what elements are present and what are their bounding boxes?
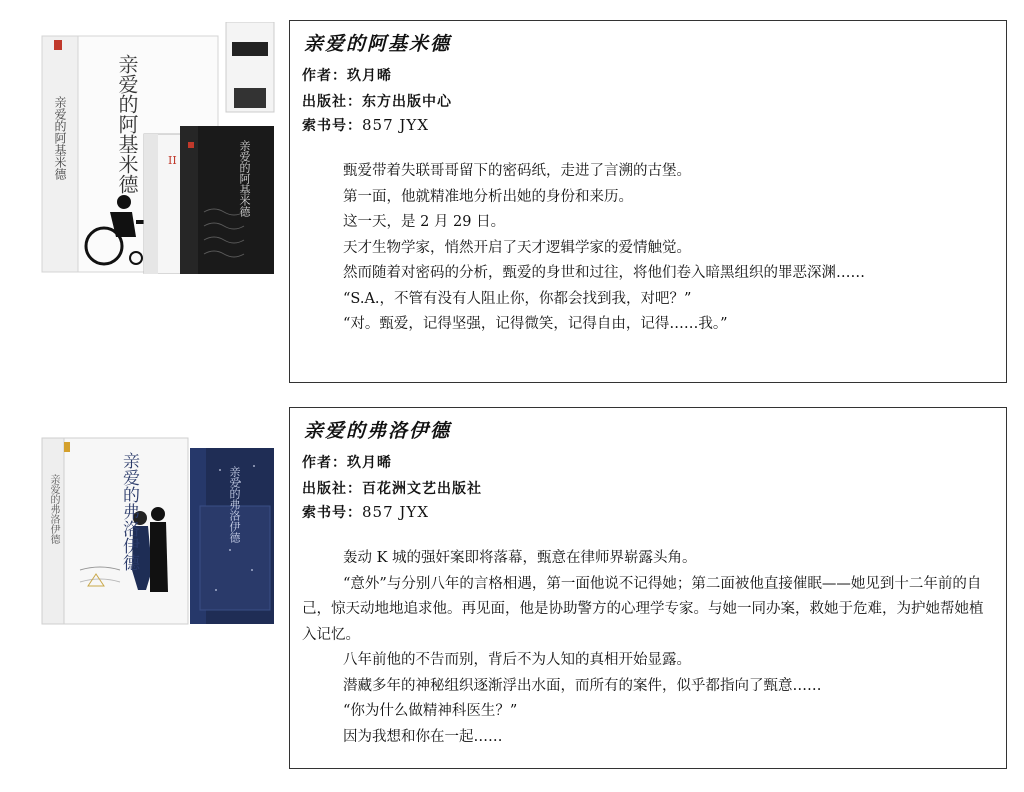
book-title: 亲爱的弗洛伊德	[304, 420, 452, 442]
publisher-value: 百花洲文艺出版社	[362, 481, 482, 497]
description-paragraph: 潜藏多年的神秘组织逐渐浮出水面，而所有的案件，似乎都指向了甄意……	[343, 677, 822, 694]
cover-main-title: 亲爱的弗洛伊德	[119, 452, 139, 571]
description-paragraph: 然而随着对密码的分析，甄爱的身世和过往，将他们卷入暗黑组织的罪恶深渊……	[343, 265, 865, 281]
cover-spine-title: 亲爱的阿基米德	[53, 96, 67, 180]
description-paragraph: “对。甄爱，记得坚强，记得微笑，记得自由，记得……我。”	[343, 316, 728, 332]
cover-spine-title: 亲爱的弗洛伊德	[48, 474, 59, 544]
book-description	[302, 159, 996, 338]
publisher-line	[302, 478, 482, 498]
book-info-box-2	[289, 407, 1007, 769]
call-number-line	[302, 115, 429, 135]
description-paragraph: 轰动 K 城的强奸案即将落幕，甄意在律师界崭露头角。	[343, 550, 697, 566]
description-paragraph: 天才生物学家，悄然开启了天才逻辑学家的爱情触觉。	[343, 239, 691, 256]
book-title: 亲爱的阿基米德	[304, 33, 452, 55]
author-label: 作者：	[302, 68, 347, 84]
description-paragraph: “你为什么做精神科医生？”	[343, 703, 518, 719]
book-info-box-1	[289, 20, 1007, 383]
call-number-value: 857 JYX	[362, 503, 429, 521]
description-paragraph: 这一天，是 2 月 29 日。	[343, 214, 506, 230]
call-number-line	[302, 502, 429, 522]
call-number-value: 857 JYX	[362, 116, 429, 134]
description-paragraph: 第一面，他就精准地分析出她的身份和来历。	[343, 188, 633, 205]
call-number-label: 索书号：	[302, 505, 362, 521]
cover-vol1-title: 亲爱的阿基米德	[238, 140, 251, 217]
publisher-label: 出版社：	[302, 481, 362, 497]
call-number-label: 索书号：	[302, 118, 362, 134]
description-paragraph: “S.A.，不管有没有人阻止你，你都会找到我，对吧？”	[343, 290, 692, 307]
description-paragraph: 因为我想和你在一起……	[343, 728, 503, 745]
book-description	[302, 546, 996, 750]
author-value: 玖月晞	[347, 455, 392, 471]
description-paragraph: “意外”与分别八年的言格相遇，第一面他说不记得她；第二面被他直接催眠——她见到十二年前的自己，惊天动地地追求他。再见面，他是协助警方的心理学专家。与她一同办案，救她于危难，为护她帮她植入记忆。	[302, 575, 984, 643]
cover-vol2-mark: II	[168, 154, 177, 167]
book-cover-image-2	[40, 430, 276, 626]
description-paragraph: 甄爱带着失联哥哥留下的密码纸，走进了言溯的古堡。	[343, 163, 691, 179]
description-paragraph: 八年前他的不告而别，背后不为人知的真相开始显露。	[343, 652, 691, 668]
author-line	[302, 452, 392, 472]
author-value: 玖月晞	[347, 68, 392, 84]
publisher-value: 东方出版中心	[362, 94, 452, 110]
book-cover-image-1	[40, 22, 276, 274]
author-line	[302, 65, 392, 85]
author-label: 作者：	[302, 455, 347, 471]
publisher-label: 出版社：	[302, 94, 362, 110]
cover-vol-title: 亲爱的弗洛伊德	[228, 466, 241, 543]
publisher-line	[302, 91, 452, 111]
cover-main-title: 亲爱的阿基米德	[115, 54, 139, 194]
